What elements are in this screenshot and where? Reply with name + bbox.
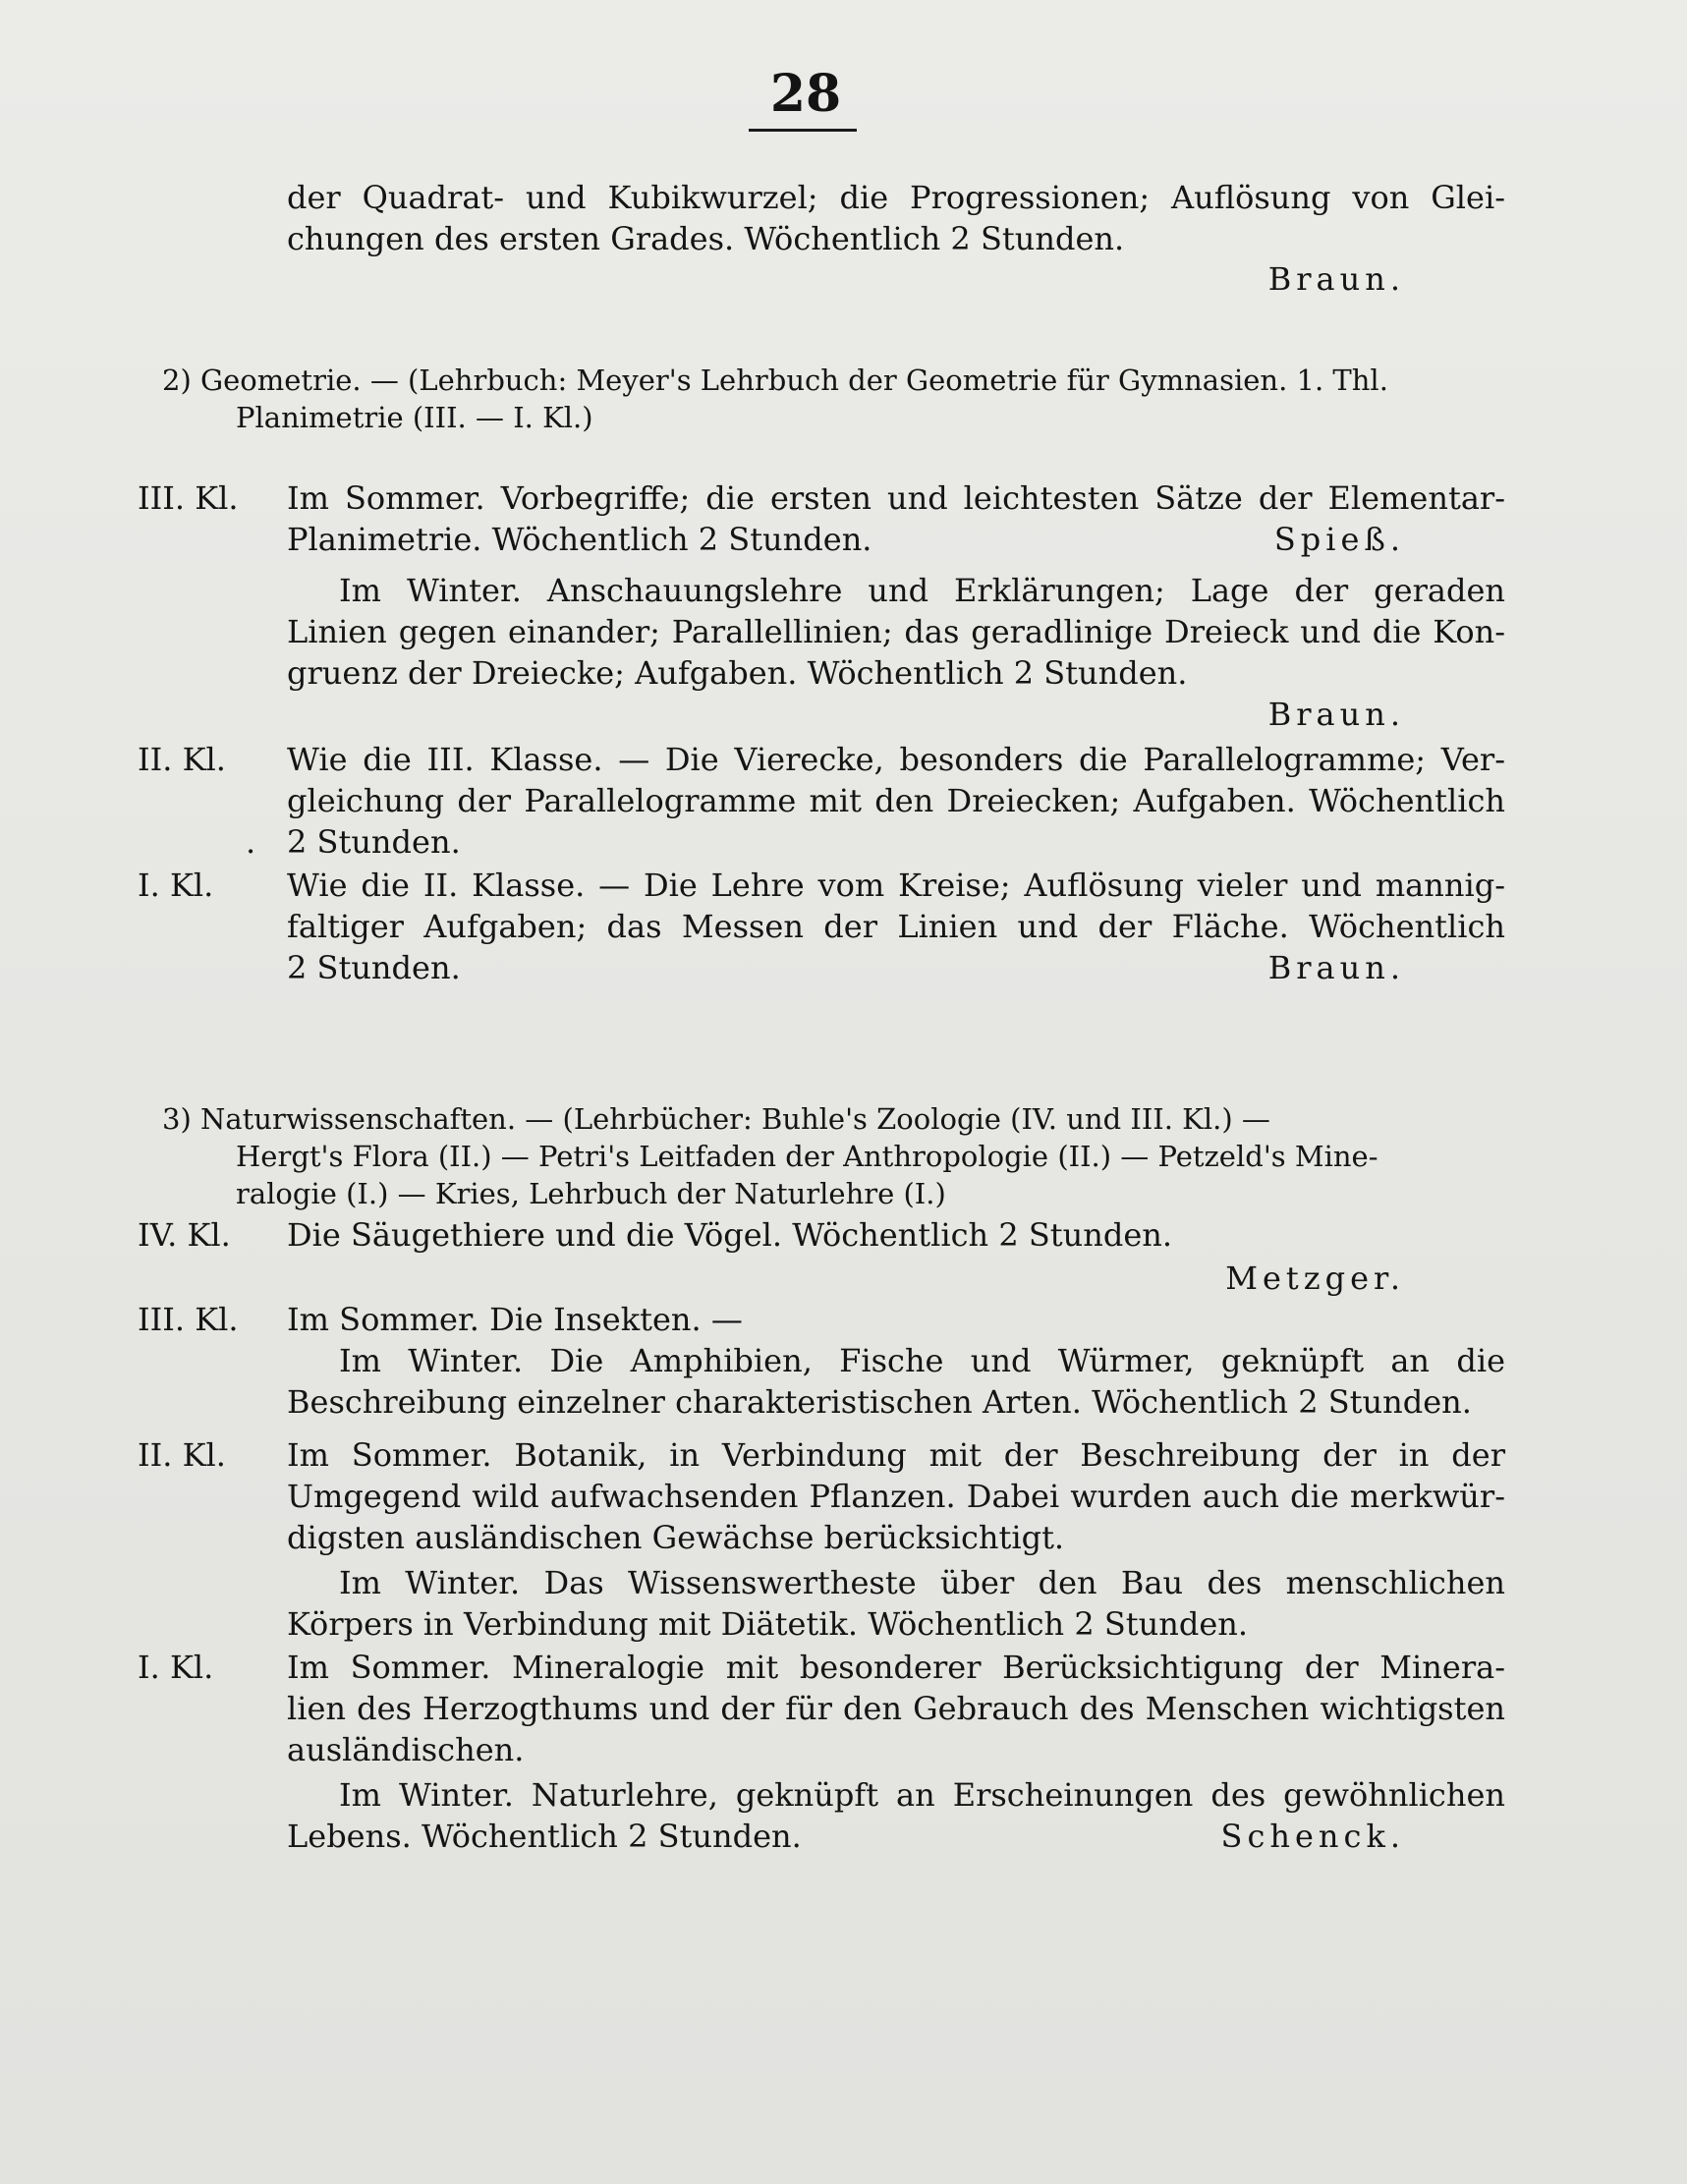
- text-line: chungen des ersten Grades. Wöchentlich 2 Stunden.: [287, 220, 1125, 257]
- section-heading-science-cont: Hergt's Flora (II.) — Petri's Leitfaden der Anthropologie (II.) — Petzeld's Mine-: [236, 1140, 1378, 1173]
- section-heading-science-cont: ralogie (I.) — Kries, Lehrbuch der Naturlehre (I.): [236, 1177, 946, 1210]
- class-label: II. Kl.: [138, 741, 226, 778]
- text-line: gleichung der Parallelogramme mit den Dreiecken; Aufgaben. Wöchentlich: [287, 782, 1505, 819]
- text-line: Linien gegen einander; Parallellinien; das geradlinige Dreieck und die Kon-: [287, 613, 1505, 650]
- text-line: gruenz der Dreiecke; Aufgaben. Wöchentlich 2 Stunden.: [287, 654, 1188, 692]
- text-line: Wie die III. Klasse. — Die Vierecke, besonders die Parallelogramme; Ver-: [287, 741, 1505, 778]
- text-line: Planimetrie. Wöchentlich 2 Stunden.: [287, 521, 872, 558]
- class-label: IV. Kl.: [138, 1216, 231, 1254]
- text-line: Im Sommer. Die Insekten. —: [287, 1301, 743, 1338]
- class-label: III. Kl.: [138, 1301, 239, 1338]
- text-line: Lebens. Wöchentlich 2 Stunden.: [287, 1818, 802, 1855]
- teacher-name: Schenck.: [1220, 1818, 1405, 1855]
- text-line: Umgegend wild aufwachsenden Pflanzen. Dabei wurden auch die merkwür-: [287, 1478, 1505, 1515]
- text-line: der Quadrat- und Kubikwurzel; die Progressionen; Auflösung von Glei-: [287, 179, 1505, 216]
- teacher-name: Metzger.: [1225, 1260, 1405, 1297]
- text-line: Wie die II. Klasse. — Die Lehre vom Kreise; Auflösung vieler und mannig-: [287, 867, 1505, 904]
- teacher-name: Braun.: [1267, 949, 1405, 986]
- text-line: faltiger Aufgaben; das Messen der Linien und der Fläche. Wöchentlich: [287, 908, 1505, 945]
- text-line: Im Winter. Naturlehre, geknüpft an Erscheinungen des gewöhnlichen: [339, 1776, 1505, 1814]
- teacher-name: Spieß.: [1273, 521, 1405, 558]
- page-number: 28: [769, 64, 842, 124]
- section-heading-geometry-cont: Planimetrie (III. — I. Kl.): [236, 401, 593, 434]
- text-line: 2 Stunden.: [287, 823, 461, 861]
- stray-mark: .: [246, 823, 256, 861]
- teacher-name: Braun.: [1267, 696, 1405, 733]
- section-heading-science: 3) Naturwissenschaften. — (Lehrbücher: Buhle's Zoologie (IV. und III. Kl.) —: [162, 1102, 1270, 1136]
- text-line: digsten ausländischen Gewächse berücksichtigt.: [287, 1519, 1065, 1556]
- teacher-name: Braun.: [1267, 260, 1405, 298]
- page-number-rule: [749, 129, 857, 132]
- text-line: Die Säugethiere und die Vögel. Wöchentlich 2 Stunden.: [287, 1216, 1173, 1254]
- text-line: Im Sommer. Vorbegriffe; die ersten und leichtesten Sätze der Elementar-: [287, 479, 1505, 517]
- text-line: Im Winter. Das Wissenswertheste über den Bau des menschlichen: [339, 1564, 1505, 1601]
- class-label: III. Kl.: [138, 479, 239, 517]
- text-line: 2 Stunden.: [287, 949, 461, 986]
- text-line: Körpers in Verbindung mit Diätetik. Wöchentlich 2 Stunden.: [287, 1605, 1249, 1643]
- text-line: Im Winter. Anschauungslehre und Erklärungen; Lage der geraden: [339, 572, 1505, 609]
- text-line: ausländischen.: [287, 1731, 525, 1768]
- class-label: II. Kl.: [138, 1436, 226, 1474]
- class-label: I. Kl.: [138, 1649, 214, 1686]
- section-heading-geometry: 2) Geometrie. — (Lehrbuch: Meyer's Lehrbuch der Geometrie für Gymnasien. 1. Thl.: [162, 364, 1388, 397]
- text-line: Im Winter. Die Amphibien, Fische und Würmer, geknüpft an die: [339, 1342, 1505, 1379]
- text-line: lien des Herzogthums und der für den Gebrauch des Menschen wichtigsten: [287, 1690, 1505, 1727]
- text-line: Im Sommer. Mineralogie mit besonderer Berücksichtigung der Minera-: [287, 1649, 1505, 1686]
- class-label: I. Kl.: [138, 867, 214, 904]
- text-line: Im Sommer. Botanik, in Verbindung mit der Beschreibung der in der: [287, 1436, 1505, 1474]
- text-line: Beschreibung einzelner charakteristischen Arten. Wöchentlich 2 Stunden.: [287, 1383, 1472, 1421]
